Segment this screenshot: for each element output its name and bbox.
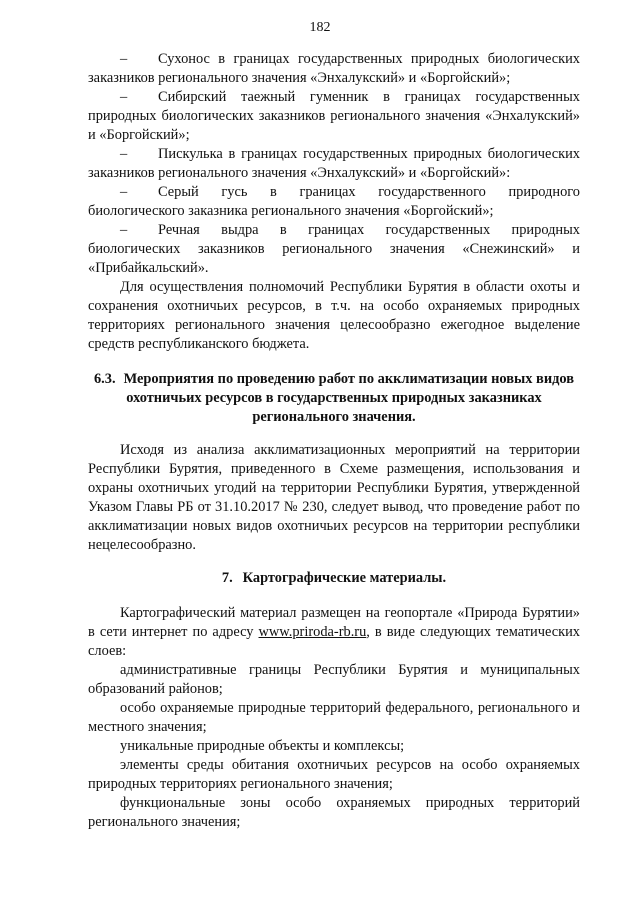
layer-item: особо охраняемые природные территорий федерального, регионального и местного значения; [88, 700, 580, 735]
section-number: 6.3. [93, 371, 116, 387]
layer-item: уникальные природные объекты и комплексы; [120, 738, 405, 754]
dash-marker: – [120, 89, 128, 105]
list-item [88, 50, 580, 88]
dash-marker: – [120, 184, 128, 200]
list-item [88, 88, 580, 145]
list-item-text: Речная выдра в границах государственных природных биологических заказников регионального значения «Снежинский» и «Прибайкальский». [88, 222, 580, 276]
maps-text-before: Картографический материал размещен на геопортале «Природа Бурятии» в сети интернет по адресу [88, 605, 580, 640]
dash-marker: – [120, 222, 128, 238]
page-number: 182 [309, 20, 331, 35]
list-item-text: Сухонос в границах государственных природных биологических заказников регионального значения «Энхалукский» и «Боргойский»; [88, 51, 580, 86]
dash-marker: – [120, 51, 128, 67]
dash-marker: – [120, 146, 128, 162]
chapter-number: 7. [221, 570, 233, 586]
list-item-text: Сибирский таежный гуменник в границах государственных природных биологических заказников регионального значения «Энхалукский» и «Боргойский»; [88, 89, 580, 143]
layer-item: функциональные зоны особо охраняемых природных территорий регионального значения; [88, 795, 580, 830]
geoportal-link[interactable]: www.priroda-rb.ru [258, 624, 367, 640]
chapter-heading [88, 569, 580, 588]
list-item-text: Пискулька в границах государственных природных биологических заказников регионального значения «Энхалукский» и «Боргойский»: [88, 146, 580, 181]
list-item [88, 183, 580, 221]
list-item [88, 145, 580, 183]
maps-text-after: , в виде следующих тематических слоев: [88, 624, 580, 659]
paragraph-acclimatization: Исходя из анализа акклиматизационных мероприятий на территории Республики Бурятия, приведенного в Схеме размещения, использования и охраны охотничьих угодий на территории Республики Бурятия, утвержденной Указом Главы РБ от 31.10.2017 № 230, следует вывод, что проведение работ по акклиматизации новых видов охотничьих ресурсов на территории республики нецелесообразно. [88, 442, 580, 553]
list-item [88, 221, 580, 278]
layer-item: административные границы Республики Бурятия и муниципальных образований районов; [88, 662, 580, 697]
chapter-title: Картографические материалы. [242, 570, 447, 586]
list-item-text: Серый гусь в границах государственного природного биологического заказника регионального значения «Боргойский»; [88, 184, 580, 219]
paragraph-maps [88, 604, 580, 661]
section-title: Мероприятия по проведению работ по акклиматизации новых видов охотничьих ресурсов в государственных природных заказниках регионального значения. [123, 371, 575, 425]
page-content [88, 50, 580, 832]
section-heading [88, 370, 580, 427]
layer-item: элементы среды обитания охотничьих ресурсов на особо охраняемых природных территориях регионального значения; [88, 757, 580, 792]
paragraph-funding: Для осуществления полномочий Республики Бурятия в области охоты и сохранения охотничьих ресурсов, в т.ч. на особо охраняемых природных территориях регионального значения целесообразно ежегодное выделение средств республиканского бюджета. [88, 279, 580, 352]
